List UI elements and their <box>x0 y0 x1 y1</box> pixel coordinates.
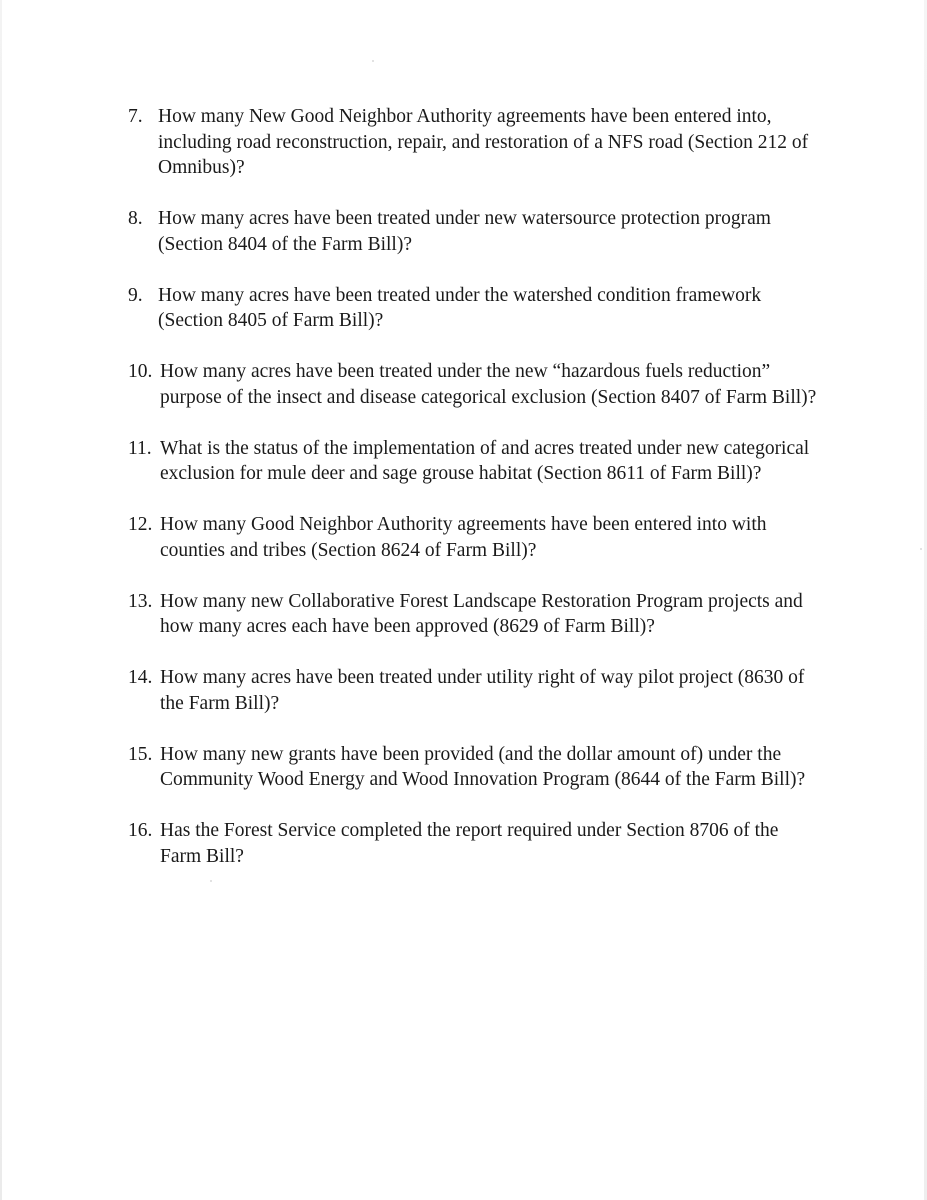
question-text: What is the status of the implementation of and acres treated under new categorical exclusion for mule deer and sage grouse habitat (Section 8611 of Farm Bill)? <box>160 437 810 484</box>
question-number: 8. <box>128 208 143 229</box>
question-number: 15. <box>128 743 153 765</box>
scan-edge-left <box>0 0 2 1200</box>
question-item <box>128 283 818 334</box>
question-item <box>128 206 818 257</box>
question-text: Has the Forest Service completed the report required under Section 8706 of the Farm Bill? <box>160 820 779 867</box>
question-number: 9. <box>128 284 143 306</box>
question-text: How many acres have been treated under the new “hazardous fuels reduction” purpose of the insect and disease categorical exclusion (Section 8407 of Farm Bill)? <box>160 361 817 408</box>
question-text: How many Good Neighbor Authority agreements have been entered into with counties and tribes (Section 8624 of Farm Bill)? <box>160 514 767 561</box>
question-number: 11. <box>128 437 152 459</box>
question-item <box>128 512 818 563</box>
question-item <box>128 104 818 181</box>
scan-speck <box>920 548 922 550</box>
question-text: How many New Good Neighbor Authority agreements have been entered into, including road reconstruction, repair, and restoration of a NFS road (Section 212 of Omnibus)? <box>158 106 809 178</box>
question-item <box>128 742 818 793</box>
scan-speck <box>372 60 374 62</box>
question-number: 16. <box>128 820 153 841</box>
question-item <box>128 436 818 487</box>
question-item <box>128 818 818 869</box>
question-list <box>128 104 818 895</box>
question-item <box>128 359 818 410</box>
question-text: How many new grants have been provided (and the dollar amount of) under the Community Wood Energy and Wood Innovation Program (8644 of the Farm Bill)? <box>160 743 806 790</box>
question-text: How many acres have been treated under the watershed condition framework (Section 8405 of Farm Bill)? <box>158 284 762 331</box>
question-number: 10. <box>128 361 153 382</box>
question-number: 7. <box>128 106 143 127</box>
question-text: How many new Collaborative Forest Landscape Restoration Program projects and how many acres each have been approved (8629 of Farm Bill)? <box>160 590 803 637</box>
question-item <box>128 589 818 640</box>
question-text: How many acres have been treated under new watersource protection program (Section 8404 of the Farm Bill)? <box>158 208 771 255</box>
question-number: 12. <box>128 514 153 535</box>
question-text: How many acres have been treated under utility right of way pilot project (8630 of the Farm Bill)? <box>160 667 805 714</box>
question-number: 14. <box>128 667 153 688</box>
question-number: 13. <box>128 590 153 612</box>
question-item <box>128 665 818 716</box>
